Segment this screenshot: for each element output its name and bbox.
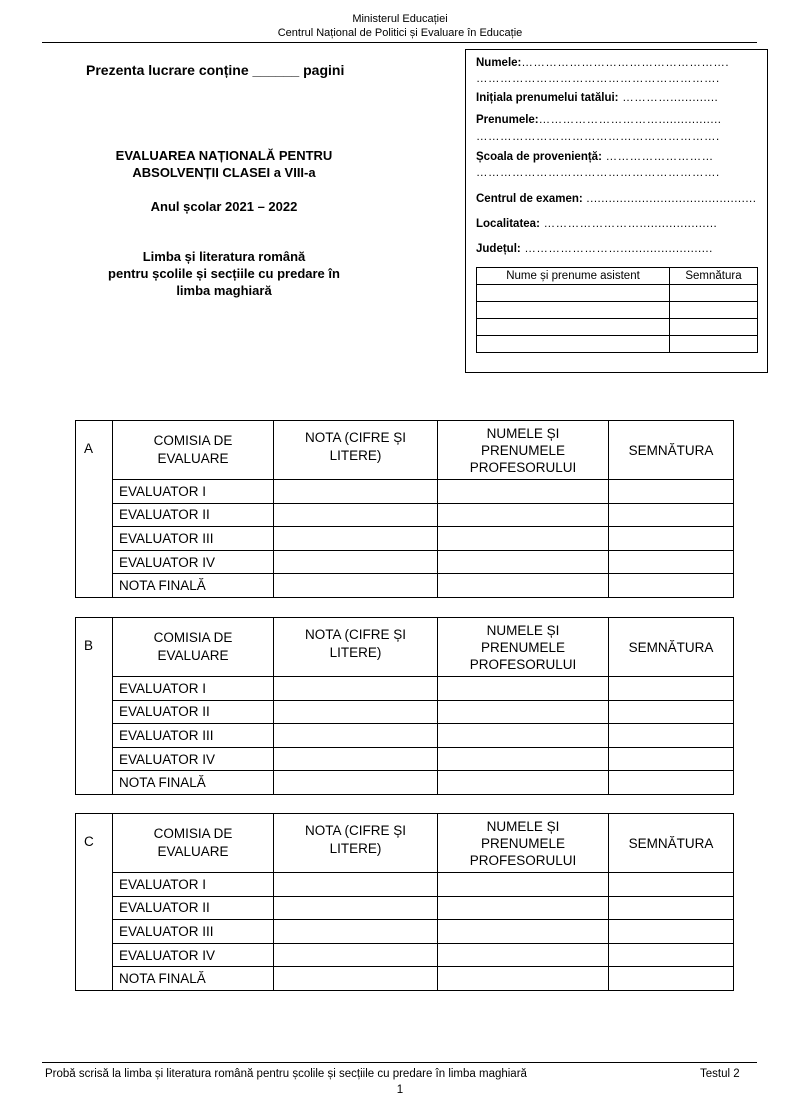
signature-cell[interactable] (609, 550, 734, 574)
assistant-header-row (477, 268, 758, 285)
teacher-name-cell[interactable] (438, 550, 609, 574)
prenumele-dots-line2: ……………………………………………………. (476, 131, 720, 143)
teacher-name-cell[interactable] (438, 700, 609, 724)
grade-cell[interactable] (274, 896, 438, 920)
footer-text: Probă scrisă la limba și literatura română pentru școlile și secțiile cu predare în limba maghiară (45, 1068, 527, 1080)
teacher-name-cell[interactable] (438, 771, 609, 795)
evaluator-row (76, 550, 734, 574)
evaluator-row (76, 677, 734, 701)
evaluator-label: EVALUATOR III (113, 527, 274, 551)
teacher-name-cell[interactable] (438, 747, 609, 771)
assistant-name-cell[interactable] (477, 336, 670, 353)
grade-cell[interactable] (274, 943, 438, 967)
exam-title-line1: EVALUAREA NAȚIONALĂ PENTRU (115, 148, 333, 163)
final-grade-row (76, 967, 734, 991)
comisia-header-line2: EVALUARE (157, 648, 229, 663)
signature-cell[interactable] (609, 943, 734, 967)
evaluator-label: EVALUATOR I (113, 873, 274, 897)
grade-cell[interactable] (274, 700, 438, 724)
final-grade-row (76, 574, 734, 598)
numele-field[interactable] (476, 57, 729, 69)
centrul-field[interactable] (476, 193, 756, 205)
numele-header-line1: NUMELE ȘI (486, 425, 560, 441)
comisia-header-line1: COMISIA DE (153, 433, 233, 448)
evaluator-row (76, 920, 734, 944)
signature-cell[interactable] (609, 771, 734, 795)
prenumele-dots: …………………………................. (538, 114, 722, 126)
centrul-dots: .............................................. (582, 193, 757, 205)
nota-header-line2: LITERE) (329, 645, 382, 660)
signature-cell[interactable] (609, 873, 734, 897)
evaluator-row (76, 873, 734, 897)
semnatura-header: SEMNĂTURA (609, 814, 734, 873)
numele-header (438, 814, 609, 873)
signature-cell[interactable] (609, 527, 734, 551)
grading-header-row (76, 618, 734, 677)
grading-table-b (75, 617, 734, 795)
section-letter: C (76, 814, 113, 991)
prenumele-field-line2[interactable] (476, 131, 720, 143)
teacher-name-cell[interactable] (438, 480, 609, 504)
grade-cell[interactable] (274, 873, 438, 897)
signature-cell[interactable] (609, 920, 734, 944)
evaluator-row (76, 700, 734, 724)
numele-header-line3: PROFESORULUI (469, 459, 577, 475)
final-grade-label: NOTA FINALĂ (113, 967, 274, 991)
initiala-field[interactable] (476, 92, 718, 104)
numele-header-line1: NUMELE ȘI (486, 622, 560, 638)
evaluator-row (76, 527, 734, 551)
subject-line2: pentru școlile și secțiile cu predare în (108, 266, 340, 281)
assistant-row (477, 336, 758, 353)
section-letter: B (76, 618, 113, 795)
numele-header (438, 421, 609, 480)
school-year: Anul școlar 2021 – 2022 (150, 199, 298, 214)
final-grade-label: NOTA FINALĂ (113, 771, 274, 795)
nota-header-line2: LITERE) (329, 841, 382, 856)
comisia-header (113, 814, 274, 873)
assistant-name-cell[interactable] (477, 285, 670, 302)
exam-title (64, 147, 384, 181)
teacher-name-cell[interactable] (438, 724, 609, 748)
footer-divider (42, 1062, 757, 1063)
numele-header-line2: PRENUMELE (480, 835, 566, 851)
evaluator-label: EVALUATOR II (113, 896, 274, 920)
comisia-header (113, 421, 274, 480)
signature-cell[interactable] (609, 747, 734, 771)
grade-cell[interactable] (274, 967, 438, 991)
numele-header-line2: PRENUMELE (480, 639, 566, 655)
nota-header-line1: NOTA (CIFRE ȘI (304, 627, 406, 642)
grade-cell[interactable] (274, 574, 438, 598)
signature-cell[interactable] (609, 700, 734, 724)
grade-cell[interactable] (274, 503, 438, 527)
assistant-name-cell[interactable] (477, 302, 670, 319)
comisia-header-line2: EVALUARE (157, 844, 229, 859)
evaluator-row (76, 724, 734, 748)
signature-cell[interactable] (609, 677, 734, 701)
evaluator-row (76, 503, 734, 527)
evaluator-label: EVALUATOR IV (113, 550, 274, 574)
assistant-table (476, 267, 758, 353)
grade-cell[interactable] (274, 677, 438, 701)
grade-cell[interactable] (274, 550, 438, 574)
grade-cell[interactable] (274, 527, 438, 551)
scoala-dots-line2: ……………………………………………………. (476, 167, 720, 179)
numele-label: Numele: (476, 57, 522, 69)
evaluator-row (76, 747, 734, 771)
signature-cell[interactable] (609, 503, 734, 527)
judetul-label: Județul: (476, 243, 521, 255)
prenumele-label: Prenumele: (476, 114, 539, 126)
localitatea-dots: ……………………..................... (539, 218, 718, 230)
localitatea-label: Localitatea: (476, 218, 540, 230)
initiala-dots: …………............. (618, 92, 719, 104)
comisia-header-line1: COMISIA DE (153, 630, 233, 645)
teacher-name-cell[interactable] (438, 677, 609, 701)
numele-dots-line2: ……………………………………………………. (476, 73, 720, 85)
assistant-name-cell[interactable] (477, 319, 670, 336)
grading-header-row (76, 814, 734, 873)
final-grade-label: NOTA FINALĂ (113, 574, 274, 598)
signature-cell[interactable] (609, 967, 734, 991)
center-name: Centrul Național de Politici și Evaluare în Educație (277, 27, 523, 39)
evaluator-row (76, 480, 734, 504)
comisia-header (113, 618, 274, 677)
header-divider (42, 42, 757, 43)
evaluator-label: EVALUATOR II (113, 503, 274, 527)
evaluator-label: EVALUATOR III (113, 920, 274, 944)
final-grade-row (76, 771, 734, 795)
evaluator-label: EVALUATOR I (113, 480, 274, 504)
evaluator-label: EVALUATOR IV (113, 943, 274, 967)
assistant-row (477, 319, 758, 336)
nota-header-line1: NOTA (CIFRE ȘI (304, 823, 406, 838)
teacher-name-cell[interactable] (438, 574, 609, 598)
comisia-header-line1: COMISIA DE (153, 826, 233, 841)
evaluator-label: EVALUATOR II (113, 700, 274, 724)
teacher-name-cell[interactable] (438, 943, 609, 967)
signature-cell[interactable] (609, 480, 734, 504)
signature-cell[interactable] (609, 896, 734, 920)
exam-title-line2: ABSOLVENȚII CLASEI a VIII-a (132, 165, 316, 180)
grade-cell[interactable] (274, 771, 438, 795)
subject-line1: Limba și literatura română (142, 249, 306, 264)
numele-header (438, 618, 609, 677)
scoala-field[interactable] (476, 151, 714, 163)
teacher-name-cell[interactable] (438, 527, 609, 551)
pages-count-line: Prezenta lucrare conține ______ pagini (86, 62, 345, 78)
nota-header (274, 421, 438, 480)
teacher-name-cell[interactable] (438, 967, 609, 991)
comisia-header-line2: EVALUARE (157, 451, 229, 466)
scoala-label: Școala de proveniență: (476, 151, 602, 163)
numele-header-line3: PROFESORULUI (469, 656, 577, 672)
initiala-label: Inițiala prenumelui tatălui: (476, 92, 619, 104)
judetul-dots: ……………………......................... (520, 243, 713, 255)
semnatura-header: SEMNĂTURA (609, 618, 734, 677)
localitatea-field[interactable] (476, 218, 717, 230)
page-number: 1 (396, 1084, 404, 1096)
evaluator-row (76, 896, 734, 920)
judetul-field[interactable] (476, 243, 713, 255)
assistant-row (477, 302, 758, 319)
evaluator-row (76, 943, 734, 967)
signature-cell[interactable] (609, 724, 734, 748)
assistant-signature-cell[interactable] (670, 285, 758, 302)
section-letter: A (76, 421, 113, 598)
assistant-signature-cell[interactable] (670, 336, 758, 353)
ministry-name: Ministerul Educației (352, 13, 448, 25)
assistant-signature-cell[interactable] (670, 319, 758, 336)
numele-dots: ……………………………………………. (521, 57, 730, 69)
centrul-label: Centrul de examen: (476, 193, 583, 205)
subject (64, 248, 384, 299)
grade-cell[interactable] (274, 480, 438, 504)
nota-header (274, 618, 438, 677)
assistant-signature-cell[interactable] (670, 302, 758, 319)
teacher-name-cell[interactable] (438, 920, 609, 944)
numele-header-line2: PRENUMELE (480, 442, 566, 458)
test-number: Testul 2 (700, 1068, 740, 1080)
assistant-name-header: Nume și prenume asistent (477, 268, 670, 285)
nota-header-line2: LITERE) (329, 448, 382, 463)
teacher-name-cell[interactable] (438, 503, 609, 527)
signature-cell[interactable] (609, 574, 734, 598)
evaluator-label: EVALUATOR IV (113, 747, 274, 771)
scoala-dots: ……………………… (601, 151, 714, 163)
evaluator-label: EVALUATOR I (113, 677, 274, 701)
prenumele-field[interactable] (476, 114, 721, 126)
grading-table-a (75, 420, 734, 598)
nota-header (274, 814, 438, 873)
grading-header-row (76, 421, 734, 480)
teacher-name-cell[interactable] (438, 896, 609, 920)
assistant-signature-header: Semnătura (670, 268, 758, 285)
numele-field-line2[interactable] (476, 73, 720, 85)
grade-cell[interactable] (274, 724, 438, 748)
numele-header-line1: NUMELE ȘI (486, 818, 560, 834)
subject-line3: limba maghiară (176, 283, 272, 298)
nota-header-line1: NOTA (CIFRE ȘI (304, 430, 406, 445)
grading-table-c (75, 813, 734, 991)
numele-header-line3: PROFESORULUI (469, 852, 577, 868)
grade-cell[interactable] (274, 747, 438, 771)
grade-cell[interactable] (274, 920, 438, 944)
assistant-row (477, 285, 758, 302)
semnatura-header: SEMNĂTURA (609, 421, 734, 480)
teacher-name-cell[interactable] (438, 873, 609, 897)
evaluator-label: EVALUATOR III (113, 724, 274, 748)
scoala-field-line2[interactable] (476, 167, 720, 179)
